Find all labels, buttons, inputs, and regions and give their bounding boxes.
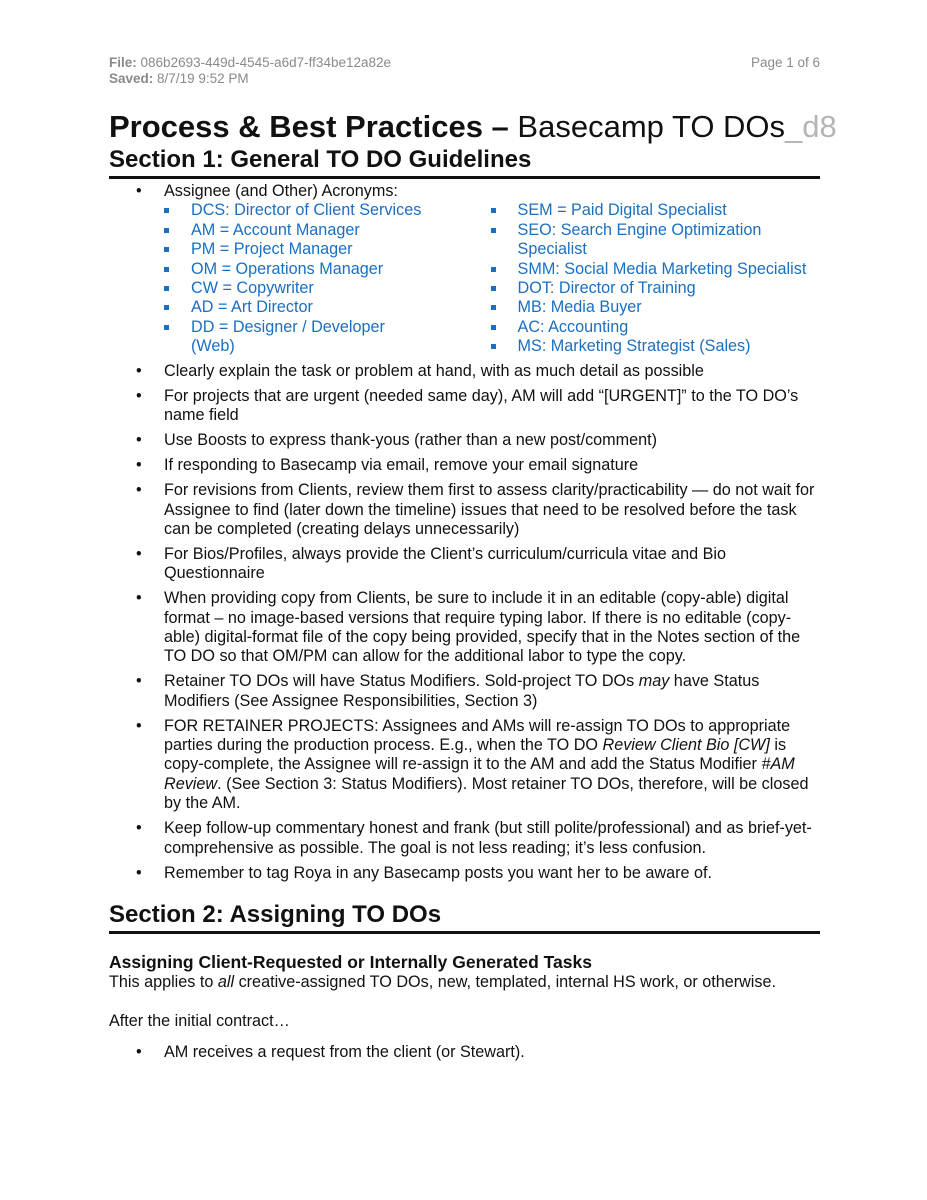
section-1-heading: Section 1: General TO DO Guidelines — [109, 145, 820, 179]
section-1-list — [109, 182, 820, 888]
list-item: • If responding to Basecamp via email, remove your email signature — [136, 456, 639, 475]
acronym-item: MB: Media Buyer — [491, 298, 820, 317]
acronym-item: MS: Marketing Strategist (Sales) — [491, 337, 820, 356]
acronym-item: DOT: Director of Training — [491, 279, 820, 298]
acronym-item: AC: Accounting — [491, 318, 820, 337]
list-item: • AM receives a request from the client (or Stewart). — [136, 1043, 525, 1061]
acronym-item: SEM = Paid Digital Specialist — [491, 201, 820, 220]
file-id: 086b2693-449d-4545-a6d7-ff34be12a82e — [140, 55, 392, 70]
saved-date: 8/7/19 9:52 PM — [157, 71, 249, 86]
page-header — [109, 55, 820, 87]
acronym-item: DD = Designer / Developer (Web) — [164, 318, 401, 357]
list-item: • For revisions from Clients, review them first to assess clarity/practicability — do not wait for Assignee to find (later down the timeline) issues that need to be resolved before the task can be completed (creating delays unnecessarily) — [136, 481, 815, 538]
subsection-heading: Assigning Client-Requested or Internally Generated Tasks — [109, 952, 592, 972]
acronym-list-right — [491, 201, 820, 356]
saved-line: Saved: 8/7/19 9:52 PM — [109, 71, 249, 86]
list-item: • For projects that are urgent (needed same day), AM will add “[URGENT]” to the TO DO’s name field — [136, 387, 799, 425]
file-line: File: 086b2693-449d-4545-a6d7-ff34be12a82e — [109, 55, 392, 70]
list-item: • For Bios/Profiles, always provide the Client’s curriculum/curricula vitae and Bio Questionnaire — [136, 544, 726, 583]
list-item-acronyms: • Assignee (and Other) Acronyms: DCS: Director of Client Services AM = Account Manager PM = Project Manager OM = Operations Manager CW = Copywriter AD = Art Director DD = Designer / Developer (Web) SEM = Paid Digital Specialist SEO: Search Engine Optimization Specialist SMM: Social Media Marketing Specialist DOT: Director of Training MB: Media Buyer AC: Accounting MS: Marketing Strategist (Sales) — [109, 182, 820, 357]
acronym-item: DCS: Director of Client Services — [164, 201, 464, 220]
list-item-retainer: • Retainer TO DOs will have Status Modifiers. Sold-project TO DOs may have Status Modifiers (See Assignee Responsibilities, Section 3) — [136, 672, 760, 710]
acronym-item: SEO: Search Engine Optimization Specialist — [491, 221, 788, 260]
list-item: • Keep follow-up commentary honest and frank (but still polite/professional) and as brief-yet-comprehensive as possible. The goal is not less reading; it’s less confusion. — [136, 819, 812, 857]
acronym-item: AM = Account Manager — [164, 221, 464, 240]
acronym-item: SMM: Social Media Marketing Specialist — [491, 260, 820, 279]
acronym-item: AD = Art Director — [164, 298, 464, 317]
list-item: • Clearly explain the task or problem at hand, with as much detail as possible — [136, 362, 704, 381]
acronym-item: PM = Project Manager — [164, 240, 464, 259]
section-2-list — [109, 1042, 820, 1062]
page-number: Page 1 of 6 — [750, 55, 820, 70]
list-item-retainer-projects: • FOR RETAINER PROJECTS: Assignees and AMs will re-assign TO DOs to appropriate parties during the production process. E.g., when the TO DO Review Client Bio [CW] is copy-complete, the Assignee will re-assign it to the AM and add the Status Modifier #AM Review. (See Section 3: Status Modifiers). Most retainer TO DOs, therefore, will be closed by the AM. — [136, 716, 809, 813]
section-2-heading: Section 2: Assigning TO DOs — [109, 900, 820, 934]
acronym-item: CW = Copywriter — [164, 279, 464, 298]
list-item: • Use Boosts to express thank-yous (rather than a new post/comment) — [136, 431, 658, 450]
document-title: Process & Best Practices – Basecamp TO DOs_d8 — [109, 109, 837, 144]
after-contract-paragraph: After the initial contract… — [109, 1012, 290, 1030]
acronym-columns — [164, 201, 820, 356]
acronym-item: OM = Operations Manager — [164, 260, 464, 279]
list-item: • When providing copy from Clients, be sure to include it in an editable (copy-able) digital format – no image-based versions that require typing labor. If there is no editable (copy-able) digital-format file of the copy being provided, specify that in the Notes section of the TO DO so that OM/PM can allow for the additional labor to type the copy. — [136, 589, 801, 666]
acronym-list-left — [164, 201, 464, 356]
applies-paragraph: This applies to all creative-assigned TO DOs, new, templated, internal HS work, or otherwise. — [109, 973, 776, 991]
list-item: • Remember to tag Roya in any Basecamp posts you want her to be aware of. — [136, 863, 712, 882]
